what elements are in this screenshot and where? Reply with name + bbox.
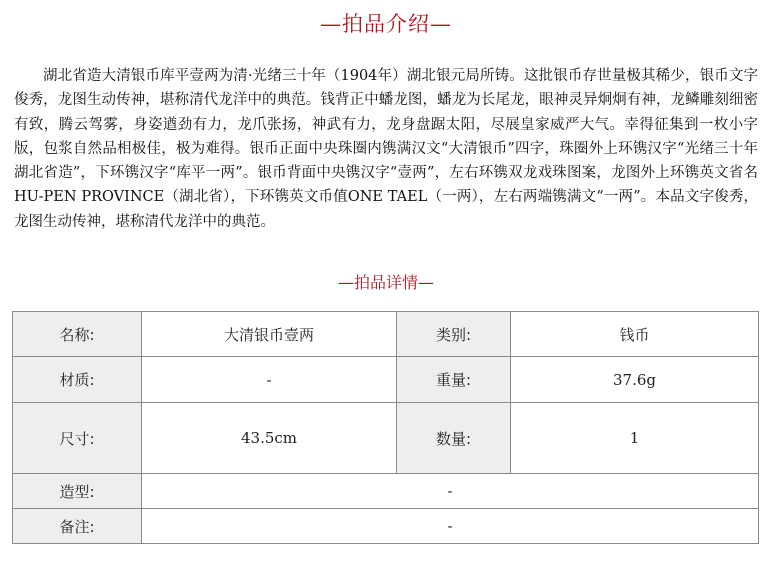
quantity-label: 数量: [397, 403, 511, 474]
table-row [13, 403, 759, 474]
table-row [13, 509, 759, 544]
size-value: 43.5cm [142, 403, 397, 474]
weight-value: 37.6g [511, 357, 759, 403]
table-row [13, 357, 759, 403]
shape-label: 造型: [13, 474, 142, 509]
table-row [13, 312, 759, 357]
size-label: 尺寸: [13, 403, 142, 474]
details-table [12, 311, 759, 544]
name-label: 名称: [13, 312, 142, 357]
quantity-value: 1 [511, 403, 759, 474]
table-row [13, 474, 759, 509]
shape-value: - [142, 474, 759, 509]
intro-title: —拍品介绍— [320, 12, 452, 36]
weight-label: 重量: [397, 357, 511, 403]
name-value: 大清银币壹两 [142, 312, 397, 357]
category-label: 类别: [397, 312, 511, 357]
category-value: 钱币 [511, 312, 759, 357]
material-value: - [142, 357, 397, 403]
remarks-label: 备注: [13, 509, 142, 544]
remarks-value: - [142, 509, 759, 544]
details-title: —拍品详情— [337, 273, 434, 292]
intro-description: 湖北省造大清银币库平壹两为清·光绪三十年（1904年）湖北银元局所铸。这批银币存世量极其稀少，银币文字俊秀，龙图生动传神，堪称清代龙洋中的典范。钱背正中蟠龙图，蟠龙为长尾龙，眼神灵异炯炯有神，龙鳞雕刻细密有致，腾云驾雾，身姿遒劲有力，龙爪张扬，神武有力，龙身盘踞太阳，尽展皇家威严大气。幸得征集到一枚小字版，包浆自然品相极佳，极为难得。银币正面中央珠圈内镌满汉文“大清银币”四字，珠圈外上环镌汉字“光绪三十年湖北省造”，下环镌汉字“库平一两”。银币背面中央镌汉字“壹两”，左右环镌双龙戏珠图案，龙图外上环镌英文省名HU-PEN PROVINCE（湖北省），下环镌英文币值ONE TAEL（一两），左右两端镌满文“一两”。本品文字俊秀，龙图生动传神，堪称清代龙洋中的典范。 [14, 68, 758, 230]
material-label: 材质: [13, 357, 142, 403]
